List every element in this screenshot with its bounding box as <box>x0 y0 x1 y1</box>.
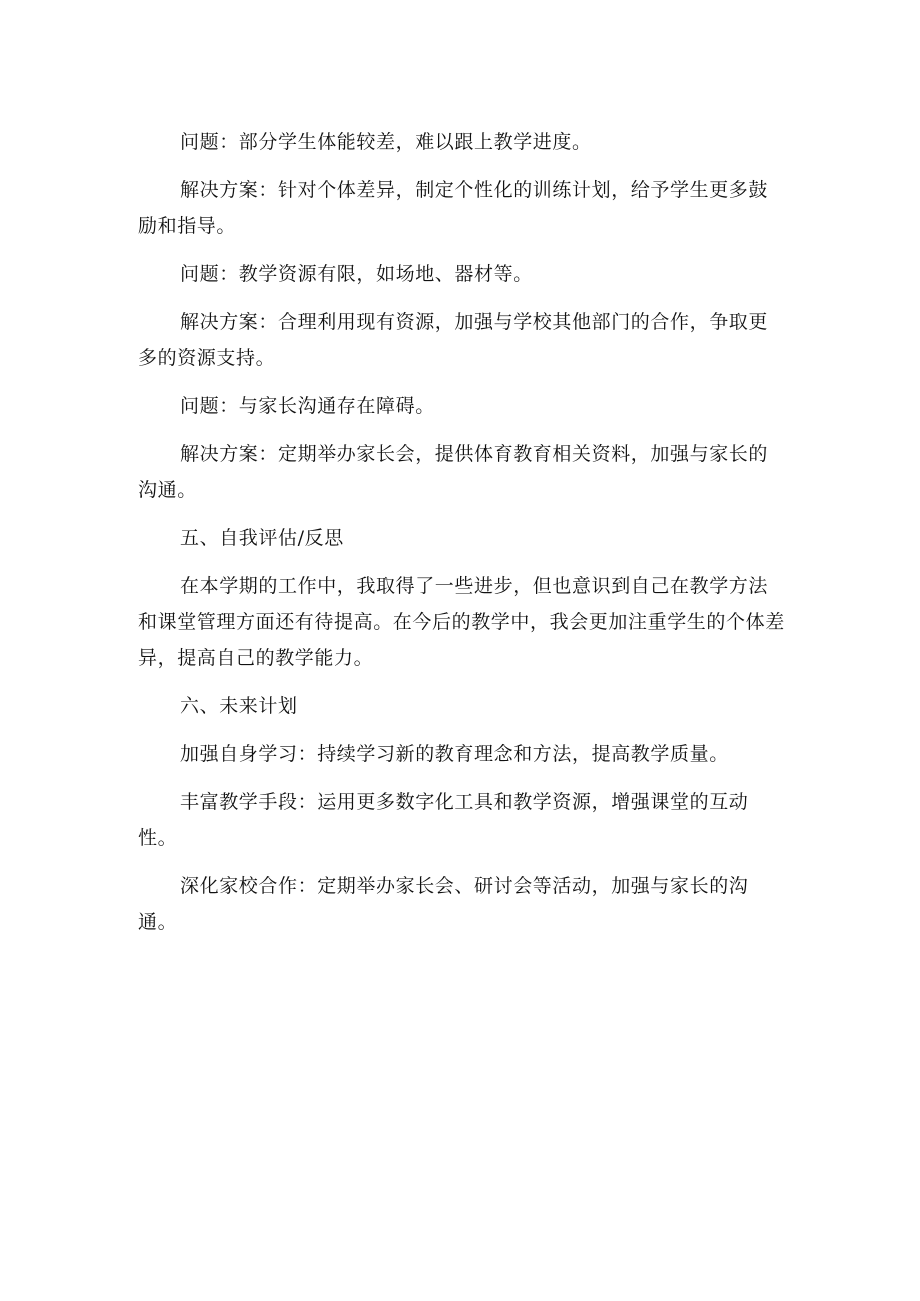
problem-paragraph-3: 问题：与家长沟通存在障碍。 <box>180 395 435 417</box>
plan-item-1: 加强自身学习：持续学习新的教育理念和方法，提高教学质量。 <box>180 743 729 765</box>
reflection-paragraph: 在本学期的工作中，我取得了一些进步，但也意识到自己在教学方法和课堂管理方面还有待提高。在今后的教学中，我会更加注重学生的个体差异，提高自己的教学能力。 <box>138 575 785 669</box>
problem-paragraph-2: 问题：教学资源有限，如场地、器材等。 <box>180 263 533 285</box>
section-heading-future-plan: 六、未来计划 <box>180 695 298 717</box>
problem-paragraph-1: 问题：部分学生体能较差，难以跟上教学进度。 <box>180 131 592 153</box>
solution-paragraph-1: 解决方案：针对个体差异，制定个性化的训练计划，给予学生更多鼓励和指导。 <box>138 179 769 237</box>
solution-paragraph-2: 解决方案：合理利用现有资源，加强与学校其他部门的合作，争取更多的资源支持。 <box>138 311 769 369</box>
plan-item-2: 丰富教学手段：运用更多数字化工具和教学资源，增强课堂的互动性。 <box>138 791 749 849</box>
document-body <box>138 124 786 952</box>
section-heading-self-assessment: 五、自我评估/反思 <box>180 527 344 549</box>
solution-paragraph-3: 解决方案：定期举办家长会，提供体育教育相关资料，加强与家长的沟通。 <box>138 443 769 501</box>
plan-item-3: 深化家校合作：定期举办家长会、研讨会等活动，加强与家长的沟通。 <box>138 875 749 933</box>
